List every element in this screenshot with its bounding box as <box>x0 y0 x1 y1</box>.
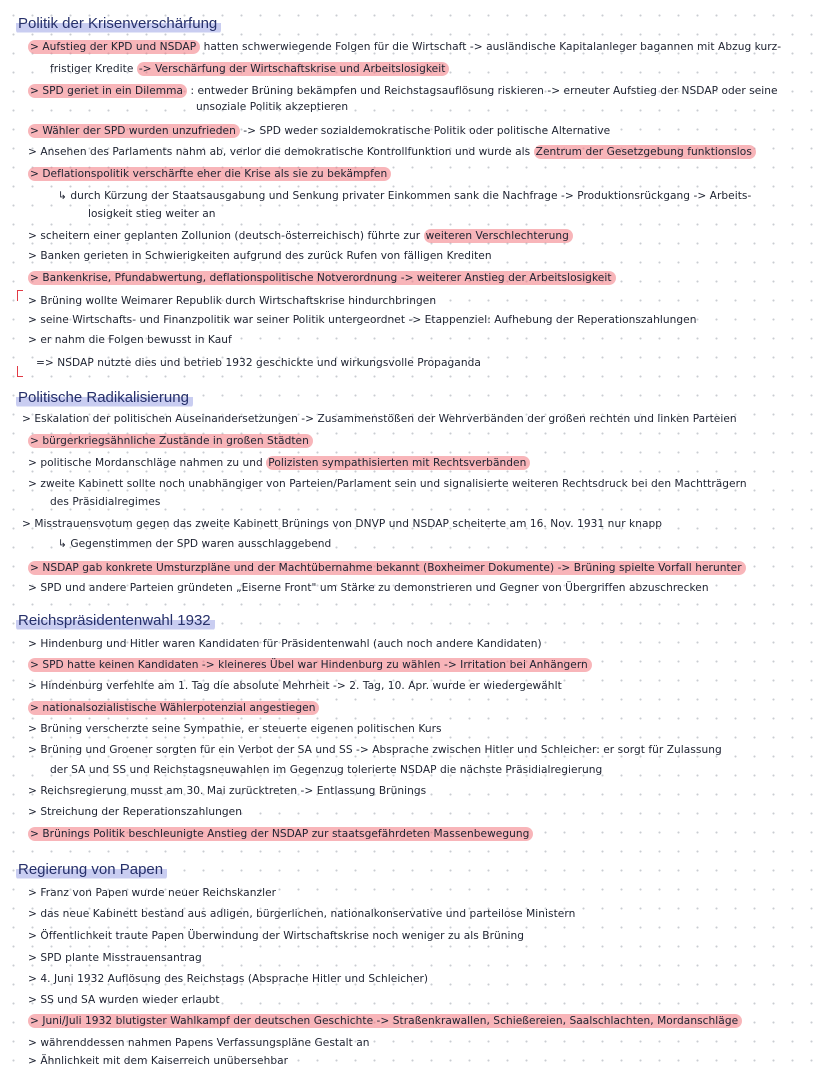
note-line: > Reichsregierung musst am 30. Mai zurücktreten -> Entlassung Brünings <box>28 785 427 797</box>
highlighted-text: weiteren Verschlechterung <box>424 229 573 243</box>
note-line <box>28 561 746 576</box>
highlighted-text: > Deflationspolitik verschärfte eher die Krise als sie zu bekämpfen <box>28 167 391 181</box>
highlighted-text: > Brünings Politik beschleunigte Anstieg der NSDAP zur staatsgefährdeten Massenbewegung <box>28 827 533 841</box>
note-line: > Hindenburg verfehlte am 1. Tag die absolute Mehrheit -> 2. Tag, 10. Apr. wurde er wiedergewählt <box>28 680 562 692</box>
note-line: losigkeit stieg weiter an <box>88 208 216 220</box>
note-line: unsoziale Politik akzeptieren <box>196 101 349 113</box>
highlighted-text: > Wähler der SPD wurden unzufrieden <box>28 124 240 138</box>
highlighted-text: > Juni/Juli 1932 blutigster Wahlkampf der deutschen Geschichte -> Straßenkrawallen, Schießereien, Saalschlachten, Mordanschläge <box>28 1014 742 1028</box>
note-line: > währenddessen nahmen Papens Verfassungspläne Gestalt an <box>28 1037 370 1049</box>
note-line: > Öffentlichkeit traute Papen Überwindung der Wirtschaftskrise noch weniger zu als Brüning <box>28 930 525 942</box>
section-heading: Reichspräsidentenwahl 1932 <box>16 611 215 631</box>
note-line <box>28 658 592 673</box>
highlighted-text: Zentrum der Gesetzgebung funktionslos <box>534 145 756 159</box>
note-line: > Banken gerieten in Schwierigkeiten aufgrund des zurück Rufen von fälligen Krediten <box>28 250 492 262</box>
note-line: > Franz von Papen wurde neuer Reichskanzler <box>28 887 277 899</box>
note-line: > Misstrauensvotum gegen das zweite Kabinett Brünings von DNVP und NSDAP scheiterte am 16. Nov. 1931 nur knapp <box>22 518 663 530</box>
margin-bracket <box>17 290 23 301</box>
note-line: > SS und SA wurden wieder erlaubt <box>28 994 220 1006</box>
note-line: fristiger Kredite -> Verschärfung der Wirtschaftskrise und Arbeitslosigkeit <box>50 62 449 77</box>
highlighted-text: > SPD hatte keinen Kandidaten -> kleineres Übel war Hindenburg zu wählen -> Irritation bei Anhängern <box>28 658 592 672</box>
highlighted-text: > bürgerkriegsähnliche Zustände in großen Städten <box>28 434 313 448</box>
note-line: > SPD und andere Parteien gründeten „Eiserne Front" um Stärke zu demonstrieren und Gegner von Übergriffen abzuschrecken <box>28 582 709 594</box>
highlighted-text: > Aufstieg der KPD und NSDAP <box>28 40 200 54</box>
note-line <box>28 1014 742 1029</box>
note-line: der SA und SS und Reichstagsneuwahlen im Gegenzug tolerierte NSDAP die nächste Präsidialregierung <box>50 764 603 776</box>
highlighted-text: > NSDAP gab konkrete Umsturzpläne und der Machtübernahme bekannt (Boxheimer Dokumente) -> Brüning spielte Vorfall herunter <box>28 561 746 575</box>
note-line: > Eskalation der politischen Auseinandersetzungen -> Zusammenstößen der Wehrverbänden der großen rechten und linken Parteien <box>22 413 737 425</box>
note-line: > zweite Kabinett sollte noch unabhängiger von Parteien/Parlament sein und signalisierte weiteren Rechtsdruck bei den Machtträgern <box>28 478 747 490</box>
note-line: > das neue Kabinett bestand aus adligen, bürgerlichen, nationalkonservative und parteilose Ministern <box>28 908 576 920</box>
note-line: > Wähler der SPD wurden unzufrieden -> SPD weder sozialdemokratische Politik oder politische Alternative <box>30 125 611 137</box>
section-heading: Regierung von Papen <box>16 860 167 880</box>
highlighted-text: > SPD geriet in ein Dilemma <box>28 84 187 98</box>
note-line: ↳ durch Kürzung der Staatsausgabung und Senkung privater Einkommen sank die Nachfrage -> Produktionsrückgang -> Arbeits- <box>58 190 752 202</box>
highlighted-text: > Bankenkrise, Pfundabwertung, deflationspolitische Notverordnung -> weiterer Anstieg der Arbeitslosigkeit <box>28 271 616 285</box>
note-line: => NSDAP nutzte dies und betrieb 1932 geschickte und wirkungsvolle Propaganda <box>36 357 481 369</box>
note-line: > Hindenburg und Hitler waren Kandidaten für Präsidentenwahl (auch noch andere Kandidaten) <box>28 638 542 650</box>
note-line: > Aufstieg der KPD und NSDAP hatten schwerwiegende Folgen für die Wirtschaft -> ausländische Kapitalanleger bagannen mit Abzug kurz- <box>30 41 782 53</box>
note-line <box>28 434 313 449</box>
note-line: > Ähnlichkeit mit dem Kaiserreich unübersehbar <box>28 1055 289 1067</box>
note-line: > 4. Juni 1932 Auflösung des Reichstags (Absprache Hitler und Schleicher) <box>28 973 429 985</box>
note-line <box>28 271 616 286</box>
note-line: > scheitern einer geplanten Zollunion (deutsch-österreichisch) führte zur weiteren Verschlechterung <box>28 229 573 244</box>
note-line <box>28 167 391 182</box>
note-line: > Streichung der Reperationszahlungen <box>28 806 242 818</box>
note-line: > er nahm die Folgen bewusst in Kauf <box>28 334 232 346</box>
highlighted-text: Polizisten sympathisierten mit Rechtsverbänden <box>266 456 530 470</box>
note-line: ↳ Gegenstimmen der SPD waren ausschlaggebend <box>58 538 332 550</box>
note-line <box>28 701 319 716</box>
note-line <box>28 827 533 842</box>
note-line: > seine Wirtschafts- und Finanzpolitik war seiner Politik untergeordnet -> Etappenziel: Aufhebung der Reperationszahlungen <box>28 314 697 326</box>
note-line: > Brüning wollte Weimarer Republik durch Wirtschaftskrise hindurchbringen <box>28 295 437 307</box>
note-line: des Präsidialregimes <box>50 496 161 508</box>
section-heading: Politik der Krisenverschärfung <box>16 14 221 34</box>
section-heading: Politische Radikalisierung <box>16 388 193 408</box>
note-line: > Brüning und Groener sorgten für ein Verbot der SA und SS -> Absprache zwischen Hitler und Schleicher: er sorgt für Zulassung <box>28 744 722 756</box>
note-line: > Ansehen des Parlaments nahm ab, verlor die demokratische Kontrollfunktion und wurde als Zentrum der Gesetzgebung funktionslos <box>28 145 756 160</box>
margin-bracket <box>17 366 23 377</box>
note-line: > Brüning verscherzte seine Sympathie, er steuerte eigenen politischen Kurs <box>28 723 442 735</box>
note-line: > SPD plante Misstrauensantrag <box>28 952 202 964</box>
note-line: > politische Mordanschläge nahmen zu und Polizisten sympathisierten mit Rechtsverbänden <box>28 456 530 471</box>
highlighted-text: -> Verschärfung der Wirtschaftskrise und Arbeitslosigkeit <box>137 62 450 76</box>
note-line: > SPD geriet in ein Dilemma : entweder Brüning bekämpfen und Reichstagsauflösung riskieren -> erneuter Aufstieg der NSDAP oder seine <box>30 85 778 97</box>
highlighted-text: > nationalsozialistische Wählerpotenzial angestiegen <box>28 701 319 715</box>
